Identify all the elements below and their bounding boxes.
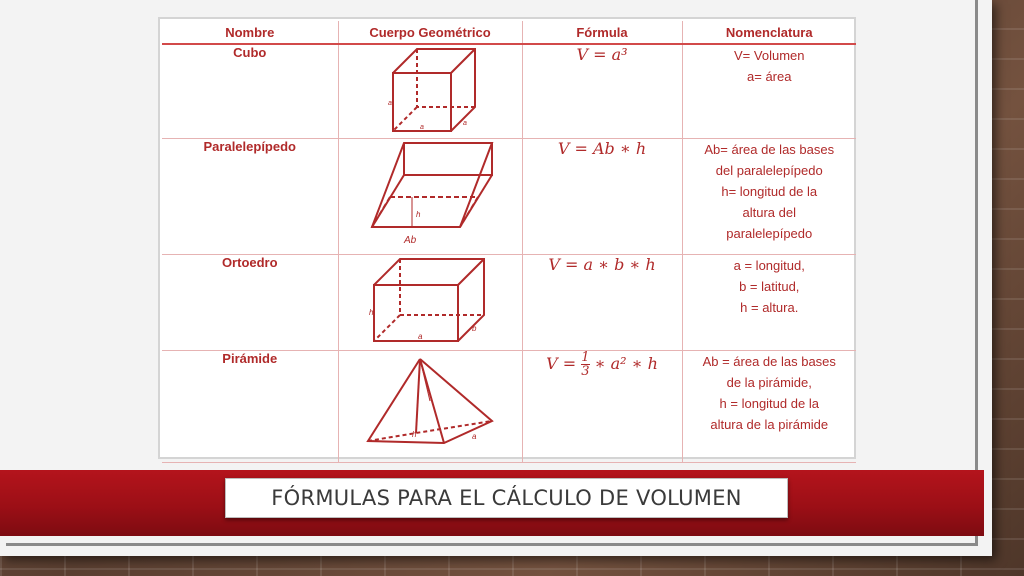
nomenclature-line: a= área [747, 69, 792, 84]
header-nombre: Nombre [162, 21, 338, 44]
slide-title: FÓRMULAS PARA EL CÁLCULO DE VOLUMEN [271, 486, 742, 510]
table-row [162, 351, 856, 463]
table-row [162, 255, 856, 351]
table-row [162, 44, 856, 139]
nomenclature-paralelepipedo [682, 139, 856, 255]
formula-cubo: V = a³ [522, 44, 682, 139]
nomenclature-line: Ab= área de las bases [704, 142, 835, 157]
header-cuerpo-geometrico: Cuerpo Geométrico [338, 21, 522, 44]
header-nomenclatura: Nomenclatura [682, 21, 856, 44]
cube-label-a-left: a [388, 100, 392, 107]
formulas-table-image [158, 17, 856, 459]
table-row [162, 139, 856, 255]
nomenclature-ortoedro [682, 255, 856, 351]
cuboid-icon [368, 255, 492, 345]
nomenclature-line: h= longitud de la [721, 184, 818, 199]
nomenclature-line: altura del [742, 205, 796, 220]
nomenclature-line: h = longitud de la [719, 396, 819, 411]
cuboid-label-b: b [472, 324, 477, 333]
pyramid-label-h: h [412, 430, 417, 439]
fraction-numerator: 1 [581, 350, 590, 365]
nomenclature-line: paralelepípedo [726, 226, 813, 241]
formula-ortoedro: V = a ∗ b ∗ h [522, 255, 682, 351]
formula-paralelepipedo: V = Ab ∗ h [522, 139, 682, 255]
nomenclature-cubo [682, 44, 856, 139]
nomenclature-line: del paralelepípedo [715, 163, 823, 178]
formula-prefix: V = [546, 354, 577, 373]
nomenclature-line: altura de la pirámide [710, 417, 829, 432]
nomenclature-line: a = longitud, [733, 258, 805, 273]
slide-title-box [225, 478, 788, 518]
row-name-cubo: Cubo [162, 44, 338, 139]
nomenclature-line: Ab = área de las bases [702, 354, 836, 369]
pyramid-label-a: a [472, 432, 477, 441]
cuboid-label-h: h [369, 308, 374, 317]
fraction-denominator: 3 [581, 364, 590, 379]
formula-piramide [522, 351, 682, 463]
volume-formulas-table [162, 21, 856, 463]
parallelepiped-label-h: h [416, 210, 421, 219]
cube-label-a-depth: a [463, 120, 467, 127]
cube-label-a-bottom: a [420, 124, 424, 131]
row-name-ortoedro: Ortoedro [162, 255, 338, 351]
nomenclature-line: V= Volumen [734, 48, 805, 63]
pyramid-icon [360, 351, 500, 451]
cuboid-label-a: a [418, 332, 423, 341]
row-name-paralelepipedo: Paralelepípedo [162, 139, 338, 255]
cube-icon [375, 45, 485, 133]
parallelepiped-icon [360, 139, 500, 249]
nomenclature-line: de la pirámide, [726, 375, 812, 390]
parallelepiped-label-ab: Ab [404, 235, 417, 246]
nomenclature-line: b = latitud, [739, 279, 800, 294]
table-header-row [162, 21, 856, 44]
nomenclature-piramide [682, 351, 856, 463]
formula-suffix: ∗ a² ∗ h [594, 354, 658, 373]
formula-fraction [581, 351, 589, 378]
nomenclature-line: h = altura. [740, 300, 799, 315]
header-formula: Fórmula [522, 21, 682, 44]
row-name-piramide: Pirámide [162, 351, 338, 463]
